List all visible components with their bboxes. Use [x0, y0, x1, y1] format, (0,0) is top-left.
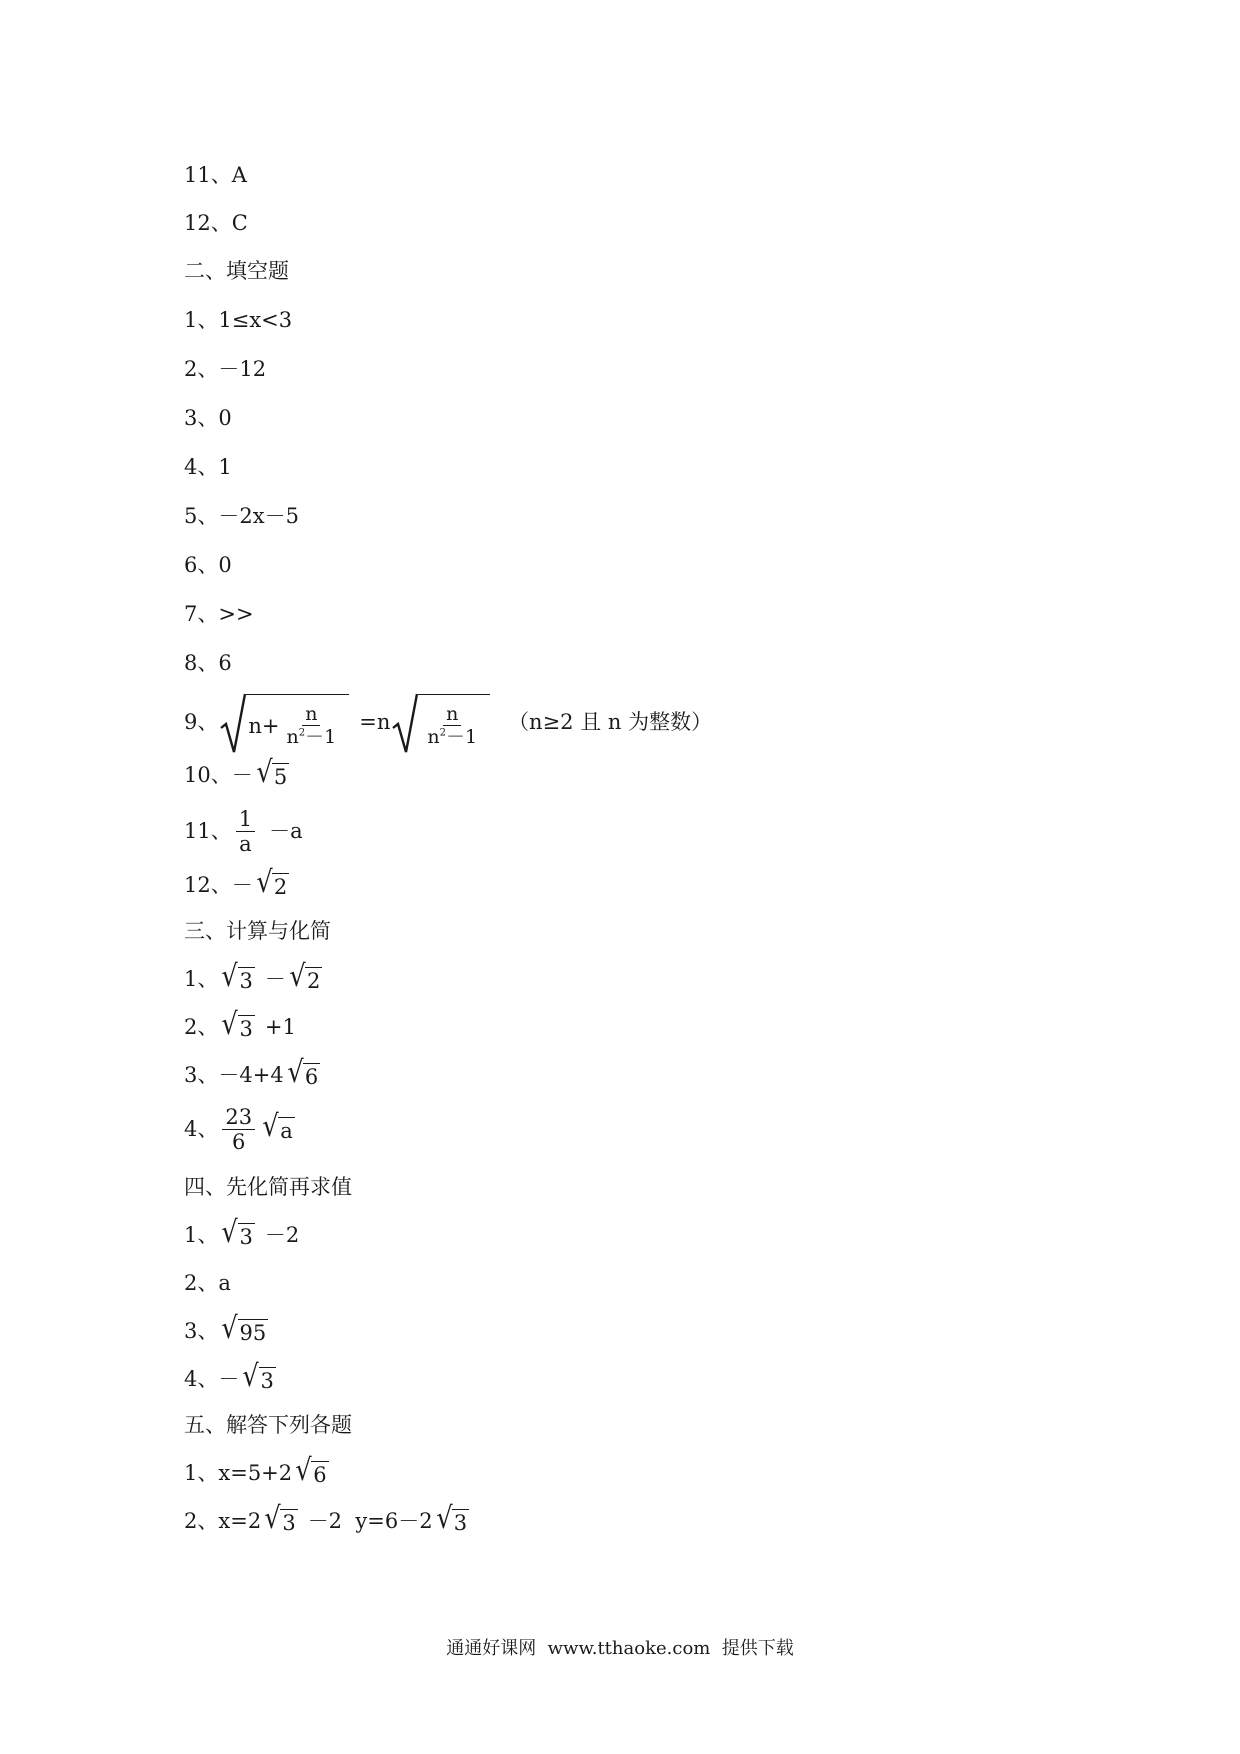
radicand: 6	[313, 1463, 327, 1487]
item-number: 8、	[184, 651, 219, 675]
denominator-rest: －1	[305, 726, 337, 748]
exponent: 2	[298, 727, 306, 739]
answer-text: 1	[218, 455, 232, 479]
item-number: 12、	[184, 211, 232, 235]
simplify-1	[184, 1215, 300, 1250]
answer-text: －12	[218, 357, 267, 381]
item-number: 2、	[184, 357, 219, 381]
radicand: 3	[260, 1369, 274, 1393]
item-number: 2、	[184, 1271, 219, 1295]
radicand: 5	[273, 765, 288, 789]
fill-3	[184, 403, 232, 433]
item-number: 6、	[184, 553, 219, 577]
numerator: 1	[236, 807, 255, 832]
prefix: x=5+2	[218, 1461, 293, 1485]
answer-text: 0	[218, 553, 232, 577]
sqrt	[220, 1215, 255, 1250]
footer-credit: 通通好课网 www.tthaoke.com 提供下载	[446, 1638, 794, 1659]
answer-text: A	[231, 163, 247, 187]
prefix: －	[231, 763, 253, 787]
solve-2	[184, 1501, 469, 1536]
calc-4	[184, 1102, 295, 1156]
simplify-3	[184, 1311, 268, 1346]
radical-sign-icon: √	[264, 1501, 281, 1536]
sqrt	[220, 959, 255, 994]
suffix: －a	[269, 819, 303, 843]
radical-sign-icon	[392, 690, 418, 754]
radicand: 6	[304, 1065, 319, 1089]
item-number: 3、	[184, 1063, 219, 1087]
answer-11	[184, 160, 247, 190]
item-number: 2、	[184, 1015, 219, 1039]
item-number: 3、	[184, 1319, 219, 1343]
radicand-prefix: n+	[248, 713, 280, 738]
prefix: －	[231, 873, 253, 897]
fraction	[236, 807, 255, 856]
exponent: 2	[439, 727, 446, 739]
sqrt	[220, 1311, 268, 1346]
radical-sign-icon: √	[256, 755, 273, 790]
radicand: 3	[239, 1017, 253, 1041]
fill-10	[184, 755, 289, 790]
radical-expression	[220, 690, 349, 754]
fraction	[284, 703, 340, 748]
numerator: n	[443, 703, 461, 726]
item-number: 9、	[184, 710, 219, 734]
radicand	[418, 694, 490, 754]
numerator: 23	[222, 1105, 255, 1130]
radical-sign-icon: √	[436, 1501, 453, 1536]
fraction	[424, 703, 480, 748]
sqrt	[263, 1501, 298, 1536]
radicand: 3	[239, 1225, 253, 1249]
sqrt	[261, 1109, 295, 1144]
radical-sign-icon: √	[221, 959, 239, 994]
answer-text: 0	[218, 406, 232, 430]
sqrt	[220, 1007, 255, 1042]
denominator	[284, 726, 340, 748]
suffix: －2	[264, 1223, 300, 1247]
prefix: x=2	[218, 1509, 262, 1533]
suffix: +1	[264, 1015, 296, 1039]
item-number: 1、	[184, 308, 219, 332]
section-heading-fill-blank: 二、填空题	[184, 259, 289, 283]
sqrt	[255, 755, 290, 790]
answer-text: >>	[218, 602, 254, 626]
fill-4	[184, 452, 232, 482]
fill-1	[184, 305, 292, 335]
item-number: 5、	[184, 504, 219, 528]
denominator	[424, 726, 480, 748]
radicand: 2	[273, 875, 288, 899]
operator: －	[264, 967, 286, 991]
item-number: 11、	[184, 163, 232, 187]
fill-8	[184, 648, 232, 678]
item-number: 4、	[184, 1117, 219, 1141]
radical-sign-icon: √	[221, 1311, 239, 1346]
condition-text: （n≥2 且 n 为整数）	[508, 710, 713, 734]
prefix: －4+4	[218, 1063, 284, 1087]
radicand: 2	[307, 969, 321, 993]
sqrt	[288, 959, 323, 994]
radical-sign-icon: √	[262, 1109, 279, 1144]
answer-text: a	[218, 1271, 231, 1295]
denominator-base: n	[427, 726, 440, 748]
radical-sign-icon: √	[221, 1007, 239, 1042]
item-number: 1、	[184, 1461, 219, 1485]
radicand: 3	[453, 1511, 468, 1535]
middle-text: －2 y=6－2	[307, 1509, 433, 1533]
calc-3	[184, 1055, 320, 1090]
denominator: a	[239, 831, 252, 856]
fill-9	[184, 690, 712, 754]
radical-sign-icon: √	[256, 865, 273, 900]
radical-sign-icon: √	[289, 959, 306, 994]
numerator: n	[302, 703, 320, 726]
item-number: 4、	[184, 455, 219, 479]
equals-n: =n	[359, 710, 391, 734]
radicand: 95	[239, 1321, 267, 1345]
section-heading-calculate: 三、计算与化简	[184, 919, 331, 943]
radicand: 3	[239, 969, 253, 993]
fill-5	[184, 501, 299, 531]
answer-text: －2x－5	[218, 504, 299, 528]
item-number: 4、	[184, 1367, 219, 1391]
denominator-base: n	[286, 726, 299, 748]
item-number: 1、	[184, 967, 219, 991]
section-heading-solve: 五、解答下列各题	[184, 1413, 352, 1437]
sqrt	[435, 1501, 470, 1536]
item-number: 2、	[184, 1509, 219, 1533]
solve-1	[184, 1453, 329, 1488]
section-heading-simplify: 四、先化简再求值	[184, 1175, 352, 1199]
sqrt	[294, 1453, 329, 1488]
answer-12	[184, 208, 248, 238]
radical-sign-icon: √	[221, 1215, 239, 1250]
calc-2	[184, 1007, 296, 1042]
radicand: a	[280, 1119, 293, 1143]
item-number: 12、	[184, 873, 232, 897]
radicand	[246, 694, 349, 754]
denominator-rest: －1	[445, 726, 478, 748]
answer-text: 6	[218, 651, 232, 675]
item-number: 1、	[184, 1223, 219, 1247]
radical-sign-icon: √	[242, 1359, 260, 1394]
item-number: 7、	[184, 602, 219, 626]
sqrt	[286, 1055, 321, 1090]
simplify-4	[184, 1359, 276, 1394]
item-number: 10、	[184, 763, 232, 787]
fill-11	[184, 806, 303, 856]
item-number: 3、	[184, 406, 219, 430]
fill-7	[184, 599, 254, 629]
calc-1	[184, 959, 322, 994]
answer-text: C	[231, 211, 248, 235]
fraction	[222, 1105, 255, 1154]
radical-sign-icon	[220, 690, 246, 754]
denominator: 6	[232, 1129, 246, 1154]
item-number: 11、	[184, 819, 232, 843]
radicand: 3	[282, 1511, 296, 1535]
prefix: －	[218, 1367, 240, 1391]
radical-expression	[392, 690, 490, 754]
fill-12	[184, 865, 289, 900]
sqrt	[241, 1359, 276, 1394]
fill-6	[184, 550, 232, 580]
sqrt	[255, 865, 290, 900]
fill-2	[184, 354, 266, 384]
simplify-2	[184, 1268, 231, 1298]
radical-sign-icon: √	[287, 1055, 304, 1090]
answer-text: 1≤x<3	[218, 308, 293, 332]
radical-sign-icon: √	[295, 1453, 312, 1488]
